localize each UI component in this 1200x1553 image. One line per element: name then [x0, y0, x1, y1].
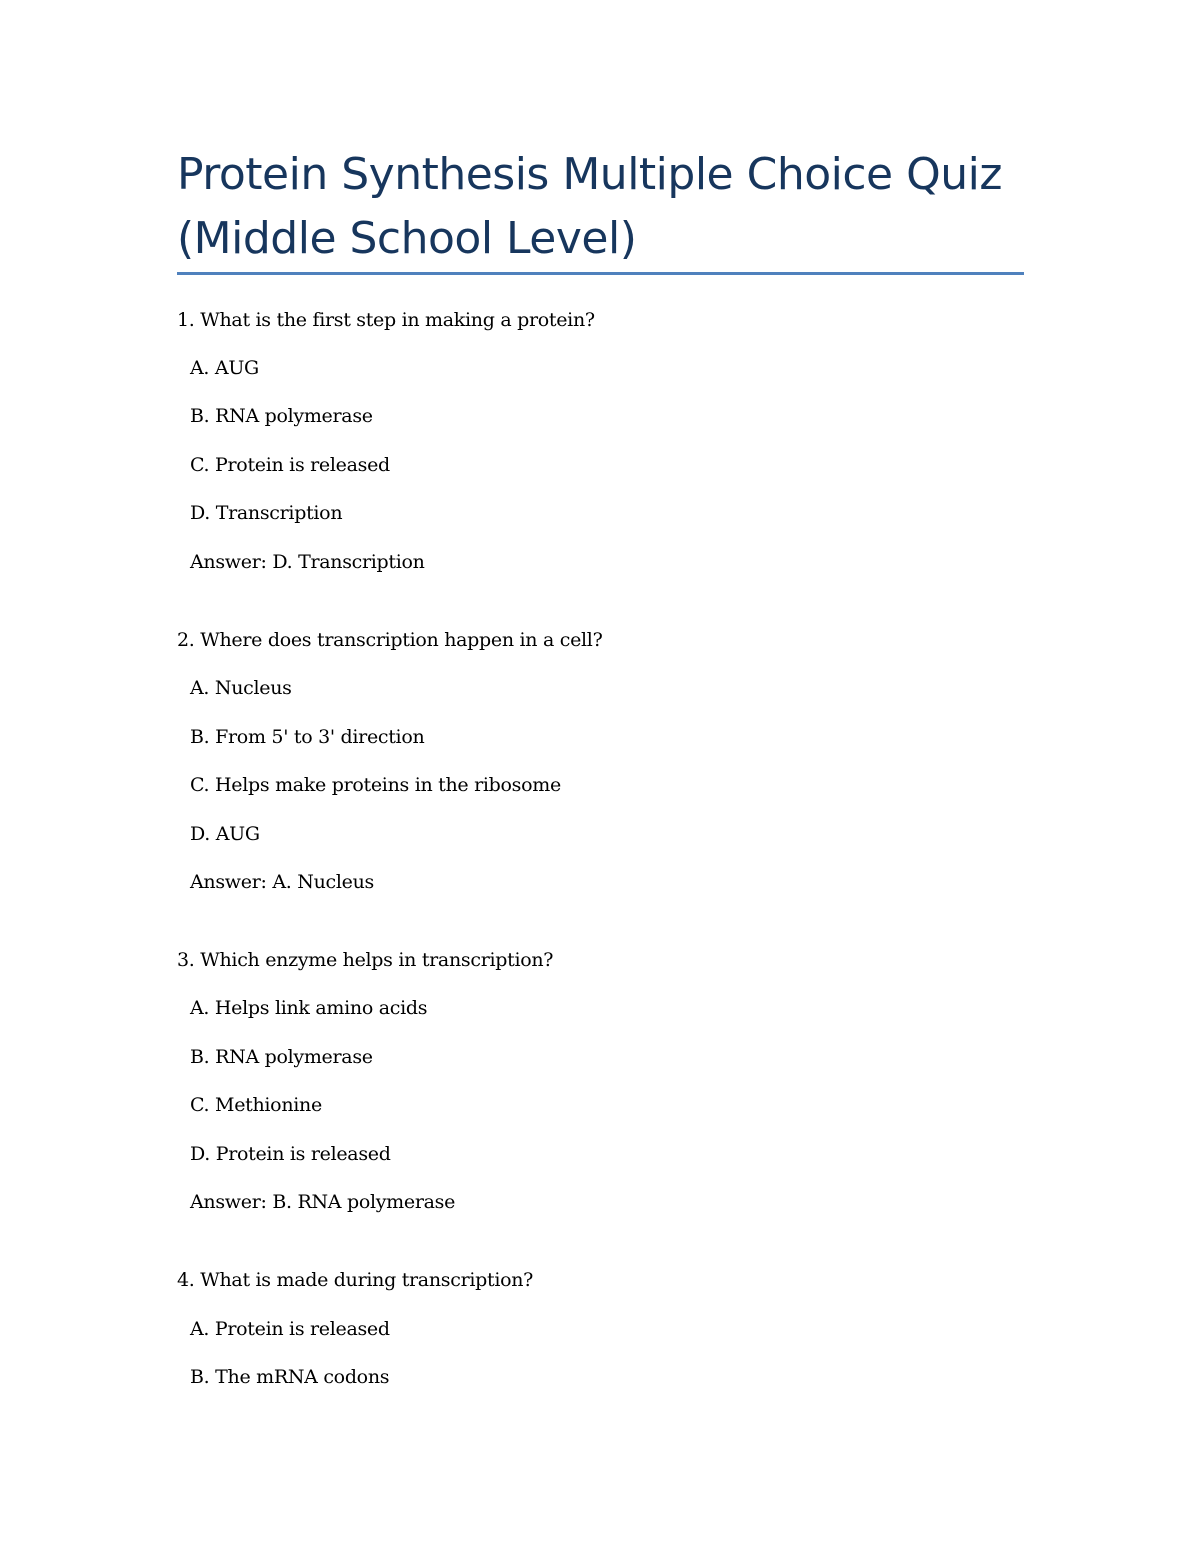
question-3-option-a: A. Helps link amino acids — [190, 997, 428, 1019]
question-2-option-b: B. From 5' to 3' direction — [190, 726, 425, 748]
question-3-option-b: B. RNA polymerase — [190, 1046, 373, 1068]
question-3-option-d: D. Protein is released — [190, 1143, 391, 1165]
title-underline-rule — [177, 272, 1024, 275]
question-4-option-b: B. The mRNA codons — [190, 1366, 390, 1388]
title-line-1: Protein Synthesis Multiple Choice Quiz — [177, 149, 1002, 200]
question-1-option-d: D. Transcription — [190, 502, 343, 524]
question-2-text: 2. Where does transcription happen in a cell? — [177, 629, 603, 651]
question-1-answer: Answer: D. Transcription — [190, 551, 425, 573]
question-1-option-a: A. AUG — [190, 357, 259, 379]
question-4-option-a: A. Protein is released — [190, 1318, 390, 1340]
question-2-option-c: C. Helps make proteins in the ribosome — [190, 774, 561, 796]
question-3-option-c: C. Methionine — [190, 1094, 322, 1116]
question-1-text: 1. What is the first step in making a protein? — [177, 309, 595, 331]
page-title — [177, 143, 1037, 271]
question-4-text: 4. What is made during transcription? — [177, 1269, 534, 1291]
question-2-option-d: D. AUG — [190, 823, 260, 845]
question-2-option-a: A. Nucleus — [190, 677, 292, 699]
question-2-answer: Answer: A. Nucleus — [190, 871, 374, 893]
question-1-option-c: C. Protein is released — [190, 454, 390, 476]
title-line-2: (Middle School Level) — [177, 213, 637, 264]
question-3-text: 3. Which enzyme helps in transcription? — [177, 949, 554, 971]
question-3-answer: Answer: B. RNA polymerase — [190, 1191, 456, 1213]
question-1-option-b: B. RNA polymerase — [190, 405, 373, 427]
